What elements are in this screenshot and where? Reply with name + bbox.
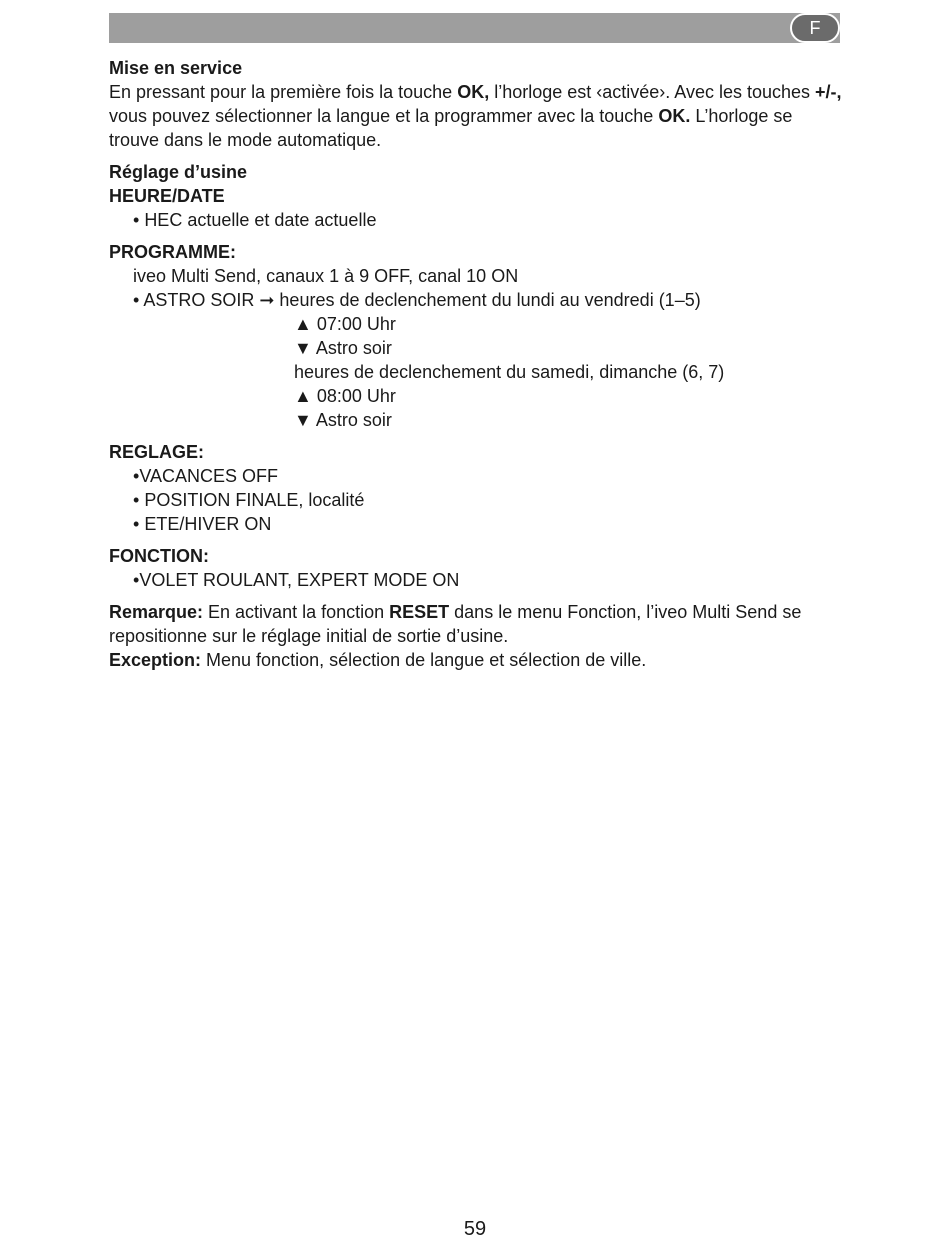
exception-paragraph xyxy=(109,648,844,672)
section-title-heure-date: HEURE/DATE xyxy=(109,186,225,206)
remarque-paragraph xyxy=(109,600,844,648)
reset-label: RESET xyxy=(389,602,450,622)
text-run: dans le menu Fonction, l’iveo Multi Send se repositionne sur le réglage initial de sortie d’usine. xyxy=(109,602,802,646)
weekend-down-time: ▼ Astro soir xyxy=(294,410,392,430)
section-title-reglage: REGLAGE: xyxy=(109,442,205,462)
section-title-programme: PROGRAMME: xyxy=(109,242,236,262)
weekday-trigger-text: heures de declenchement du lundi au vendredi (1–5) xyxy=(274,290,701,310)
language-badge: F xyxy=(790,13,840,43)
reglage-item: • ETE/HIVER ON xyxy=(109,512,844,536)
ok-key-label: OK, xyxy=(457,82,490,102)
remarque-label: Remarque: xyxy=(109,602,204,622)
page-content xyxy=(109,56,844,672)
text-run: En activant la fonction xyxy=(203,602,390,622)
right-arrow-icon: ➞ xyxy=(259,290,275,310)
header-bar xyxy=(109,13,840,43)
reglage-item: • POSITION FINALE, localité xyxy=(109,488,844,512)
text-run: vous pouvez sélectionner la langue et la programmer avec la touche xyxy=(109,106,659,126)
section-title-reglage-usine: Réglage d’usine xyxy=(109,162,248,182)
reglage-item: • VACANCES OFF xyxy=(109,464,844,488)
weekend-trigger-text: heures de declenchement du samedi, dimanche (6, 7) xyxy=(294,362,725,382)
text-run: l’horloge est ‹activée›. Avec les touches xyxy=(489,82,816,102)
fonction-item: • VOLET ROULANT, EXPERT MODE ON xyxy=(109,568,844,592)
exception-label: Exception: xyxy=(109,650,202,670)
ok-key-label: OK. xyxy=(658,106,691,126)
astro-soir-label: ASTRO SOIR xyxy=(143,290,260,310)
mise-en-service-paragraph xyxy=(109,80,844,152)
page-number: 59 xyxy=(463,1218,487,1240)
weekday-up-time: ▲ 07:00 Uhr xyxy=(294,314,396,334)
section-title-mise-en-service: Mise en service xyxy=(109,58,243,78)
programme-channels-line: iveo Multi Send, canaux 1 à 9 OFF, canal 10 ON xyxy=(133,266,519,286)
weekend-up-time: ▲ 08:00 Uhr xyxy=(294,386,396,406)
text-run: En pressant pour la première fois la touche xyxy=(109,82,458,102)
heure-date-item: • HEC actuelle et date actuelle xyxy=(109,208,844,232)
plus-minus-key-label: +/-, xyxy=(815,82,842,102)
text-run: L’horloge se trouve dans le mode automatique. xyxy=(109,106,793,150)
weekday-down-time: ▼ Astro soir xyxy=(294,338,392,358)
section-title-fonction: FONCTION: xyxy=(109,546,209,566)
text-run: Menu fonction, sélection de langue et sélection de ville. xyxy=(201,650,647,670)
astro-soir-line xyxy=(109,288,844,312)
